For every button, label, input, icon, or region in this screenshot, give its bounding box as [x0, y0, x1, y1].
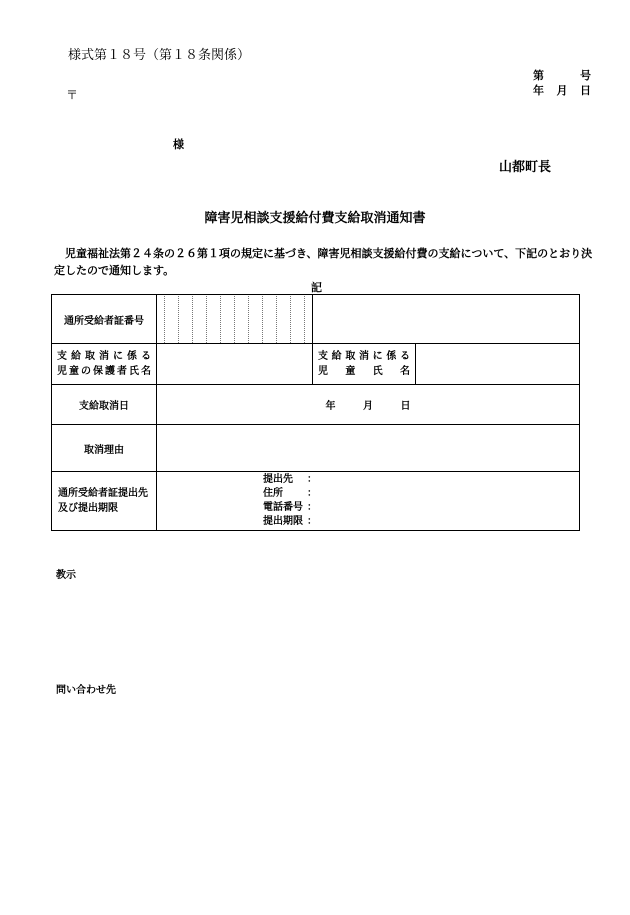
document-title: 障害児相談支援給付費支給取消通知書 [204, 211, 426, 226]
contact-label: 問い合わせ先 [56, 685, 116, 696]
document-date [533, 82, 591, 98]
doc-date-day: 日 [580, 84, 591, 97]
guardian-name-value [157, 344, 313, 385]
ki-heading: 記 [311, 281, 322, 294]
doc-date-year: 年 [533, 84, 544, 97]
submission-field: 電話番号 ： [263, 502, 317, 513]
table-row [52, 472, 580, 531]
cancellation-date-label: 支給取消日 [52, 385, 157, 425]
table-row [52, 344, 580, 385]
cancellation-reason-label: 取消理由 [52, 425, 157, 472]
child-name-label: 支給取消に係る 児童氏名 [313, 344, 416, 385]
document-number [533, 67, 591, 83]
doc-number-prefix: 第 [533, 69, 544, 82]
guardian-name-label: 支給取消に係る 児童の保護者氏名 [52, 344, 157, 385]
instruction-label: 教示 [56, 570, 76, 581]
table-row [52, 385, 580, 425]
recipient-cert-number-boxes [157, 295, 313, 344]
submission-field: 住所 ： [263, 488, 317, 499]
table-row [52, 425, 580, 472]
submission-label: 通所受給者証提出先 及び提出期限 [52, 472, 157, 531]
submission-field: 提出期限 ： [263, 516, 317, 527]
doc-number-suffix: 号 [580, 69, 591, 82]
recipient-cert-number-label: 通所受給者証番号 [52, 295, 157, 344]
form-number: 様式第１８号（第１８条関係） [68, 48, 251, 63]
issuer-name: 山都町長 [499, 160, 552, 175]
postal-mark: 〒 [66, 88, 79, 102]
cancellation-date-value: 年 月 日 [157, 385, 580, 425]
recipient-cert-number-blank [313, 295, 580, 344]
submission-details [157, 472, 580, 531]
doc-date-month: 月 [556, 84, 568, 97]
recipient-suffix: 様 [173, 138, 184, 151]
body-paragraph: 児童福祉法第２４条の２６第１項の規定に基づき、障害児相談支援給付費の支給について、下記のとおり決定したので通知します。 [54, 247, 593, 277]
table-row [52, 295, 580, 344]
notice-table [51, 294, 580, 531]
child-name-value [416, 344, 580, 385]
cancellation-reason-value [157, 425, 580, 472]
submission-field: 提出先 ： [263, 474, 317, 485]
